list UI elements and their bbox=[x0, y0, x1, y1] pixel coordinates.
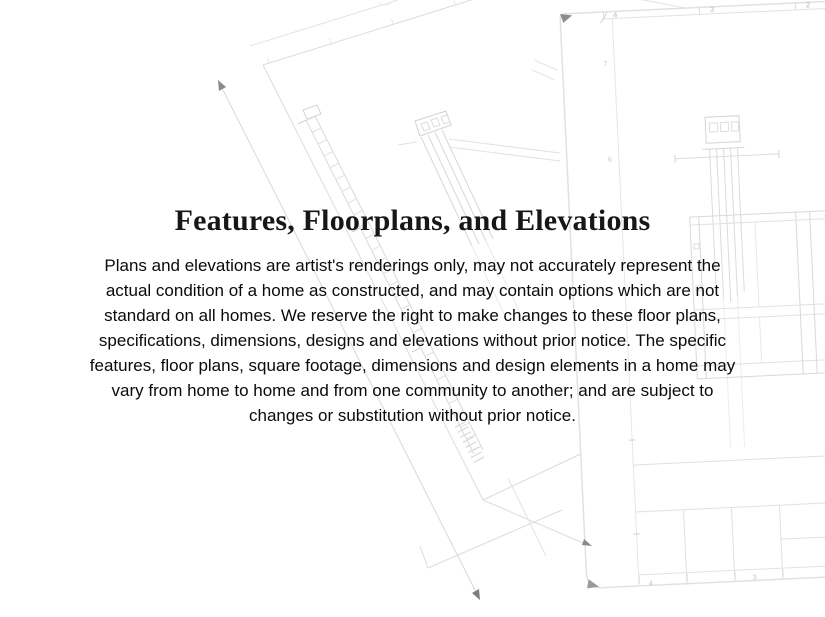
ruler-number: 2 bbox=[805, 0, 811, 10]
margin-label: 7 bbox=[603, 60, 608, 69]
disclaimer-line: changes or substitution without prior notice. bbox=[249, 406, 576, 425]
ruler-number: 4 bbox=[648, 580, 654, 588]
disclaimer-line: standard on all homes. We reserve the right to make changes to these floor plans, bbox=[104, 306, 721, 325]
disclaimer-line: actual condition of a home as constructed, and may contain options which are not bbox=[105, 281, 720, 300]
ruler-number: 4 bbox=[612, 10, 618, 20]
disclaimer-line: specifications, dimensions, designs and elevations without prior notice. The specific bbox=[98, 331, 727, 350]
disclaimer-text bbox=[50, 253, 775, 428]
ruler-number: 3 bbox=[709, 4, 715, 14]
disclaimer-line: Plans and elevations are artist's renderings only, may not accurately represent the bbox=[104, 256, 721, 275]
page-title: Features, Floorplans, and Elevations bbox=[174, 204, 651, 238]
ruler-number: 3 bbox=[752, 574, 757, 582]
margin-label: 6 bbox=[607, 156, 613, 164]
disclaimer-line: features, floor plans, square footage, dimensions and design elements in a home may bbox=[89, 356, 736, 375]
disclaimer-line: vary from home to home and from one community to another; and are subject to bbox=[111, 381, 714, 400]
